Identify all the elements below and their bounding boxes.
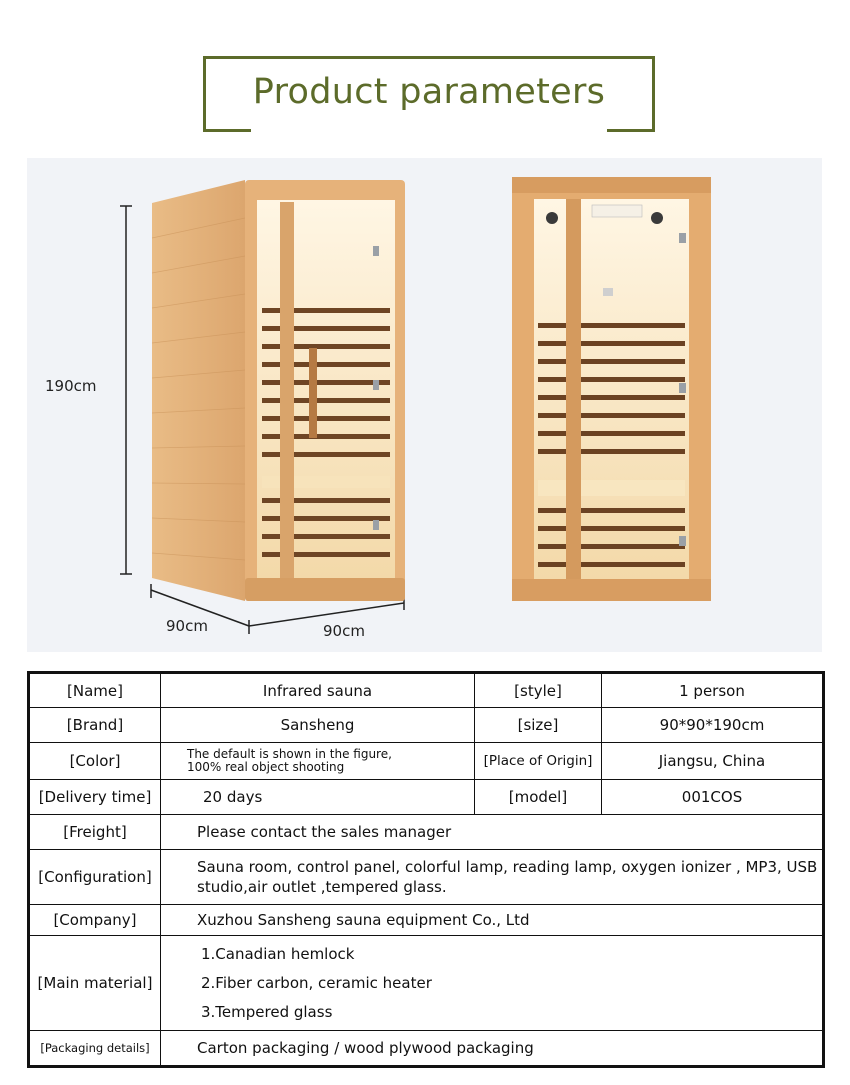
model-label: [model] <box>475 780 602 815</box>
company-label: [Company] <box>29 905 161 936</box>
table-row <box>29 673 824 708</box>
company-value: Xuzhou Sansheng sauna equipment Co., Ltd <box>161 905 824 936</box>
size-label: [size] <box>475 708 602 743</box>
width-dimension-label: 90cm <box>323 622 365 640</box>
color-value-line-1: The default is shown in the figure, <box>187 747 392 761</box>
material-item: 1.Canadian hemlock <box>201 944 355 963</box>
freight-label: [Freight] <box>29 815 161 850</box>
packaging-label: [Packaging details] <box>29 1031 161 1067</box>
material-list <box>161 936 824 1031</box>
table-row <box>29 936 824 1031</box>
height-dimension-line <box>120 206 132 574</box>
model-value: 001COS <box>602 780 824 815</box>
table-row <box>29 815 824 850</box>
color-value <box>161 743 475 780</box>
material-label: [Main material] <box>29 936 161 1031</box>
brand-label: [Brand] <box>29 708 161 743</box>
config-value-line-1: Sauna room, control panel, colorful lamp, reading lamp, oxygen ionizer , MP3, USB <box>197 858 818 876</box>
color-label: [Color] <box>29 743 161 780</box>
table-row <box>29 708 824 743</box>
freight-value: Please contact the sales manager <box>161 815 824 850</box>
size-value: 90*90*190cm <box>602 708 824 743</box>
page-title: Product parameters <box>252 72 606 112</box>
style-value: 1 person <box>602 673 824 708</box>
table-row <box>29 780 824 815</box>
sauna-front-view <box>512 177 711 601</box>
material-item: 3.Tempered glass <box>201 1002 333 1021</box>
table-row <box>29 850 824 905</box>
table-row <box>29 743 824 780</box>
name-label: [Name] <box>29 673 161 708</box>
parameter-table <box>27 671 825 1068</box>
packaging-value: Carton packaging / wood plywood packaging <box>161 1031 824 1067</box>
name-value: Infrared sauna <box>161 673 475 708</box>
delivery-value: 20 days <box>161 780 475 815</box>
title-frame <box>203 56 655 132</box>
depth-dimension-label: 90cm <box>166 617 208 635</box>
product-images <box>27 158 822 652</box>
origin-value: Jiangsu, China <box>602 743 824 780</box>
table-row <box>29 1031 824 1067</box>
config-value-line-2: studio,air outlet ,tempered glass. <box>197 878 447 896</box>
brand-value: Sansheng <box>161 708 475 743</box>
config-value <box>161 850 824 905</box>
sauna-perspective-view <box>152 180 405 601</box>
delivery-label: [Delivery time] <box>29 780 161 815</box>
color-value-line-2: 100% real object shooting <box>187 760 345 774</box>
material-item: 2.Fiber carbon, ceramic heater <box>201 973 432 992</box>
height-dimension-label: 190cm <box>45 377 97 395</box>
origin-label: [Place of Origin] <box>475 743 602 780</box>
config-label: [Configuration] <box>29 850 161 905</box>
table-row <box>29 905 824 936</box>
style-label: [style] <box>475 673 602 708</box>
product-illustration <box>27 158 822 652</box>
